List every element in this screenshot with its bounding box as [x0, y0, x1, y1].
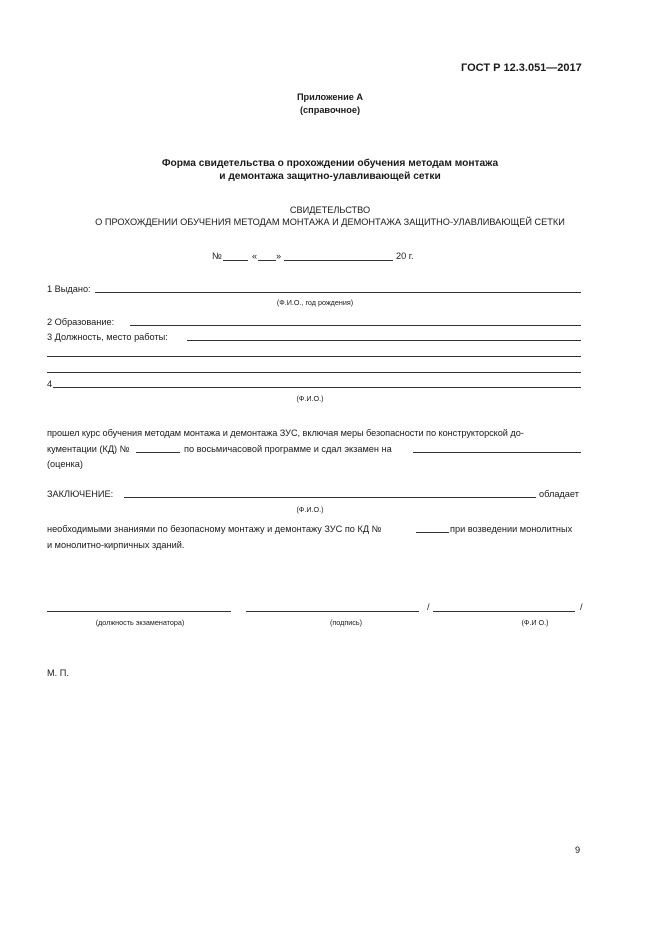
certificate-heading: СВИДЕТЕЛЬСТВО	[289, 205, 371, 215]
position-field[interactable]	[187, 340, 581, 341]
conclusion-text1a: необходимыми знаниями по безопасному монтажу и демонтажу ЗУС по КД №	[47, 524, 382, 534]
body-line1: прошел курс обучения методам монтажа и демонтажа ЗУС, включая меры безопасности по конструкторской до-	[47, 428, 524, 438]
item4-hint: (Ф.И.О.)	[296, 394, 324, 403]
education-field[interactable]	[130, 325, 581, 326]
conclusion-kd-blank[interactable]	[416, 532, 449, 533]
signature-field[interactable]	[246, 611, 419, 612]
slash-open: /	[427, 602, 430, 612]
position-field-2[interactable]	[47, 356, 581, 357]
conclusion-hint: (Ф.И.О.)	[296, 505, 324, 514]
item4-field[interactable]	[53, 387, 581, 388]
position-label: 3 Должность, место работы:	[47, 332, 168, 342]
body-line3: (оценка)	[47, 459, 83, 469]
month-blank[interactable]	[284, 260, 393, 261]
signature-hint: (подпись)	[330, 618, 362, 627]
examiner-name-hint: (Ф.И О.)	[521, 618, 549, 627]
examiner-position-field[interactable]	[47, 611, 231, 612]
body-line2b: по восьмичасовой программе и сдал экзамен на	[184, 444, 392, 454]
conclusion-tail: обладает	[539, 489, 579, 499]
education-label: 2 Образование:	[47, 317, 115, 327]
issued-field[interactable]	[95, 292, 581, 293]
examiner-name-field[interactable]	[433, 611, 575, 612]
quote-open: «	[252, 251, 258, 261]
quote-close: »	[276, 251, 282, 261]
standard-code: ГОСТ Р 12.3.051—2017	[461, 62, 582, 74]
conclusion-field[interactable]	[124, 497, 536, 498]
conclusion-text1b: при возведении монолитных	[450, 524, 573, 534]
examiner-position-hint: (должность экзаменатора)	[95, 618, 185, 627]
appendix-title: Приложение А	[296, 92, 364, 102]
appendix-note: (справочное)	[299, 105, 360, 115]
issued-hint: (Ф.И.О., год рождения)	[276, 298, 354, 307]
year-label: 20 г.	[396, 251, 414, 261]
grade-blank[interactable]	[413, 452, 581, 453]
body-line2a: кументации (КД) №	[47, 444, 130, 454]
slash-close: /	[580, 602, 583, 612]
form-title-line1: Форма свидетельства о прохождении обучения методам монтажа	[161, 158, 499, 169]
certificate-subheading: О ПРОХОЖДЕНИИ ОБУЧЕНИЯ МЕТОДАМ МОНТАЖА И ДЕМОНТАЖА ЗАЩИТНО-УЛАВЛИВАЮЩЕЙ СЕТКИ	[95, 217, 565, 227]
number-sign: №	[212, 251, 222, 261]
position-field-3[interactable]	[47, 372, 581, 373]
form-title-line2: и демонтажа защитно-улавливающей сетки	[219, 171, 441, 182]
page-number: 9	[575, 845, 581, 855]
item4-label: 4	[47, 379, 53, 389]
conclusion-text2: и монолитно-кирпичных зданий.	[47, 540, 185, 550]
day-blank[interactable]	[258, 260, 276, 261]
number-blank[interactable]	[223, 260, 248, 261]
conclusion-label: ЗАКЛЮЧЕНИЕ:	[47, 489, 114, 499]
issued-label: 1 Выдано:	[47, 284, 91, 294]
kd-number-blank[interactable]	[136, 452, 180, 453]
stamp-place: М. П.	[47, 668, 69, 678]
